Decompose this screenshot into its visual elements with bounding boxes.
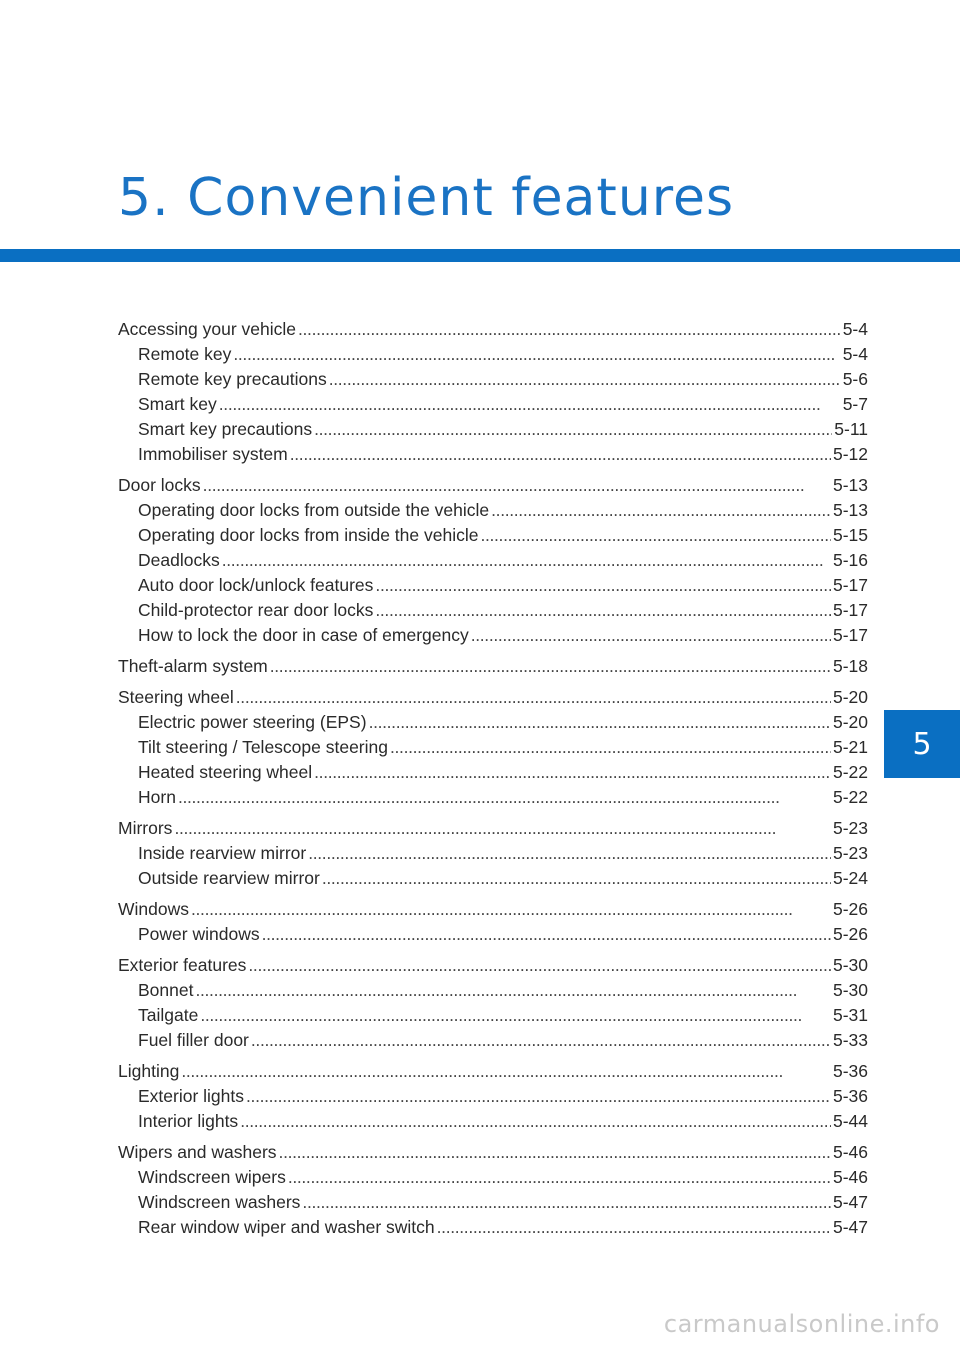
dot-leader xyxy=(178,785,831,810)
watermark: carmanualsonline.info xyxy=(663,1310,940,1338)
page-number: 5-17 xyxy=(832,600,868,620)
toc-section-title: Wipers and washers xyxy=(118,1142,277,1162)
dot-leader xyxy=(236,685,831,710)
page-number: 5-4 xyxy=(842,319,868,339)
page-number: 5-44 xyxy=(832,1111,868,1131)
toc-section-title: Windows xyxy=(118,899,189,919)
toc-subentry-title: Child-protector rear door locks xyxy=(138,600,374,620)
toc-group xyxy=(118,816,868,891)
toc-section-title: Theft-alarm system xyxy=(118,656,268,676)
page-number: 5-13 xyxy=(832,500,868,520)
page-number: 5-22 xyxy=(832,787,868,807)
page-number: 5-22 xyxy=(832,762,868,782)
dot-leader xyxy=(322,866,831,891)
toc-subentry[interactable] xyxy=(118,1028,868,1053)
dot-leader xyxy=(279,1140,831,1165)
toc-subentry-title: Tailgate xyxy=(138,1005,199,1025)
page-number: 5-46 xyxy=(832,1142,868,1162)
toc-section-entry[interactable] xyxy=(118,816,868,841)
toc-subentry-title: Fuel filler door xyxy=(138,1030,249,1050)
page-number: 5-26 xyxy=(832,899,868,919)
toc-group xyxy=(118,953,868,1053)
page-number: 5-20 xyxy=(832,712,868,732)
toc-subentry[interactable] xyxy=(118,598,868,623)
page-number: 5-17 xyxy=(832,625,868,645)
page-number: 5-26 xyxy=(832,924,868,944)
toc-subentry-title: Remote key xyxy=(138,344,232,364)
dot-leader xyxy=(219,392,841,417)
toc-section-entry[interactable] xyxy=(118,1059,868,1084)
toc-section-title: Mirrors xyxy=(118,818,173,838)
dot-leader xyxy=(369,710,831,735)
dot-leader xyxy=(314,417,832,442)
toc-section-entry[interactable] xyxy=(118,953,868,978)
toc-subentry[interactable] xyxy=(118,978,868,1003)
dot-leader xyxy=(270,654,831,679)
page-number: 5-23 xyxy=(832,843,868,863)
toc-section-entry[interactable] xyxy=(118,317,868,342)
toc-subentry[interactable] xyxy=(118,573,868,598)
toc-section-entry[interactable] xyxy=(118,897,868,922)
toc-section-title: Door locks xyxy=(118,475,201,495)
page-number: 5-47 xyxy=(832,1217,868,1237)
toc-section-title: Accessing your vehicle xyxy=(118,319,296,339)
toc-subentry-title: Remote key precautions xyxy=(138,369,327,389)
toc-subentry-title: Heated steering wheel xyxy=(138,762,313,782)
page-number: 5-47 xyxy=(832,1192,868,1212)
dot-leader xyxy=(191,897,831,922)
toc-subentry[interactable] xyxy=(118,548,868,573)
toc-subentry[interactable] xyxy=(118,342,868,367)
page-number: 5-18 xyxy=(832,656,868,676)
toc-subentry-title: Power windows xyxy=(138,924,260,944)
page-number: 5-30 xyxy=(832,980,868,1000)
toc-subentry[interactable] xyxy=(118,623,868,648)
toc-subentry[interactable] xyxy=(118,523,868,548)
page-number: 5-24 xyxy=(832,868,868,888)
toc-subentry-title: Auto door lock/unlock features xyxy=(138,575,374,595)
page-number: 5-13 xyxy=(832,475,868,495)
toc-section-title: Lighting xyxy=(118,1061,180,1081)
page-number: 5-12 xyxy=(832,444,868,464)
toc-subentry[interactable] xyxy=(118,498,868,523)
toc-subentry[interactable] xyxy=(118,367,868,392)
dot-leader xyxy=(240,1109,831,1134)
toc-subentry-title: Operating door locks from inside the vehicle xyxy=(138,525,479,545)
dot-leader xyxy=(200,1003,831,1028)
toc-subentry[interactable] xyxy=(118,417,868,442)
toc-subentry[interactable] xyxy=(118,392,868,417)
toc-section-title: Steering wheel xyxy=(118,687,234,707)
toc-subentry[interactable] xyxy=(118,1190,868,1215)
toc-subentry[interactable] xyxy=(118,785,868,810)
dot-leader xyxy=(298,317,841,342)
toc-subentry[interactable] xyxy=(118,1109,868,1134)
dot-leader xyxy=(329,367,841,392)
dot-leader xyxy=(302,1190,831,1215)
chapter-tab[interactable]: 5 xyxy=(884,710,960,778)
dot-leader xyxy=(375,598,831,623)
title-rule xyxy=(0,249,960,262)
toc-group xyxy=(118,317,868,467)
dot-leader xyxy=(290,442,831,467)
page-number: 5-16 xyxy=(832,550,868,570)
page-number: 5-23 xyxy=(832,818,868,838)
toc-subentry[interactable] xyxy=(118,1165,868,1190)
dot-leader xyxy=(181,1059,831,1084)
toc-subentry-title: Inside rearview mirror xyxy=(138,843,307,863)
page-number: 5-33 xyxy=(832,1030,868,1050)
dot-leader xyxy=(471,623,831,648)
toc-subentry-title: Windscreen wipers xyxy=(138,1167,286,1187)
toc-subentry[interactable] xyxy=(118,866,868,891)
toc-section-title: Exterior features xyxy=(118,955,247,975)
toc-group xyxy=(118,1059,868,1134)
page-number: 5-30 xyxy=(832,955,868,975)
page-number: 5-7 xyxy=(842,394,868,414)
toc-subentry-title: Electric power steering (EPS) xyxy=(138,712,367,732)
dot-leader xyxy=(262,922,831,947)
toc-section-entry[interactable] xyxy=(118,1140,868,1165)
chapter-title: 5. Convenient features xyxy=(118,168,735,228)
toc-section-entry[interactable] xyxy=(118,654,868,679)
page-number: 5-11 xyxy=(834,419,868,439)
page-number: 5-20 xyxy=(832,687,868,707)
dot-leader xyxy=(251,1028,831,1053)
toc-subentry-title: Rear window wiper and washer switch xyxy=(138,1217,435,1237)
page-number: 5-15 xyxy=(832,525,868,545)
dot-leader xyxy=(203,473,831,498)
toc-group xyxy=(118,473,868,648)
toc-subentry-title: Smart key xyxy=(138,394,217,414)
toc-subentry-title: Bonnet xyxy=(138,980,194,1000)
toc-group xyxy=(118,897,868,947)
toc-subentry[interactable] xyxy=(118,1003,868,1028)
toc-subentry[interactable] xyxy=(118,1084,868,1109)
toc-subentry-title: Windscreen washers xyxy=(138,1192,301,1212)
dot-leader xyxy=(246,1084,831,1109)
toc-subentry[interactable] xyxy=(118,841,868,866)
dot-leader xyxy=(222,548,831,573)
toc-section-entry[interactable] xyxy=(118,473,868,498)
page-number: 5-31 xyxy=(832,1005,868,1025)
toc-subentry[interactable] xyxy=(118,442,868,467)
dot-leader xyxy=(195,978,831,1003)
page-number: 5-46 xyxy=(832,1167,868,1187)
page-number: 5-17 xyxy=(832,575,868,595)
page-number: 5-6 xyxy=(842,369,868,389)
toc-group xyxy=(118,685,868,810)
dot-leader xyxy=(491,498,831,523)
toc-subentry-title: Immobiliser system xyxy=(138,444,288,464)
dot-leader xyxy=(375,573,831,598)
dot-leader xyxy=(248,953,831,978)
toc-subentry-title: How to lock the door in case of emergency xyxy=(138,625,469,645)
dot-leader xyxy=(308,841,831,866)
toc-subentry-title: Deadlocks xyxy=(138,550,220,570)
toc-subentry[interactable] xyxy=(118,760,868,785)
toc-subentry-title: Operating door locks from outside the vehicle xyxy=(138,500,490,520)
page-number: 5-4 xyxy=(842,344,868,364)
toc-subentry-title: Exterior lights xyxy=(138,1086,245,1106)
dot-leader xyxy=(390,735,831,760)
dot-leader xyxy=(480,523,831,548)
toc-subentry-title: Smart key precautions xyxy=(138,419,313,439)
dot-leader xyxy=(288,1165,831,1190)
toc-subentry-title: Horn xyxy=(138,787,176,807)
toc-subentry-title: Outside rearview mirror xyxy=(138,868,320,888)
dot-leader xyxy=(314,760,831,785)
toc-subentry[interactable] xyxy=(118,735,868,760)
toc-subentry-title: Tilt steering / Telescope steering xyxy=(138,737,388,757)
table-of-contents xyxy=(118,317,868,1246)
toc-group xyxy=(118,1140,868,1240)
toc-subentry[interactable] xyxy=(118,710,868,735)
toc-subentry[interactable] xyxy=(118,1215,868,1240)
dot-leader xyxy=(233,342,840,367)
page-number: 5-21 xyxy=(832,737,868,757)
toc-group xyxy=(118,654,868,679)
toc-subentry[interactable] xyxy=(118,922,868,947)
page-number: 5-36 xyxy=(832,1086,868,1106)
dot-leader xyxy=(437,1215,831,1240)
toc-subentry-title: Interior lights xyxy=(138,1111,239,1131)
page-number: 5-36 xyxy=(832,1061,868,1081)
dot-leader xyxy=(174,816,831,841)
toc-section-entry[interactable] xyxy=(118,685,868,710)
